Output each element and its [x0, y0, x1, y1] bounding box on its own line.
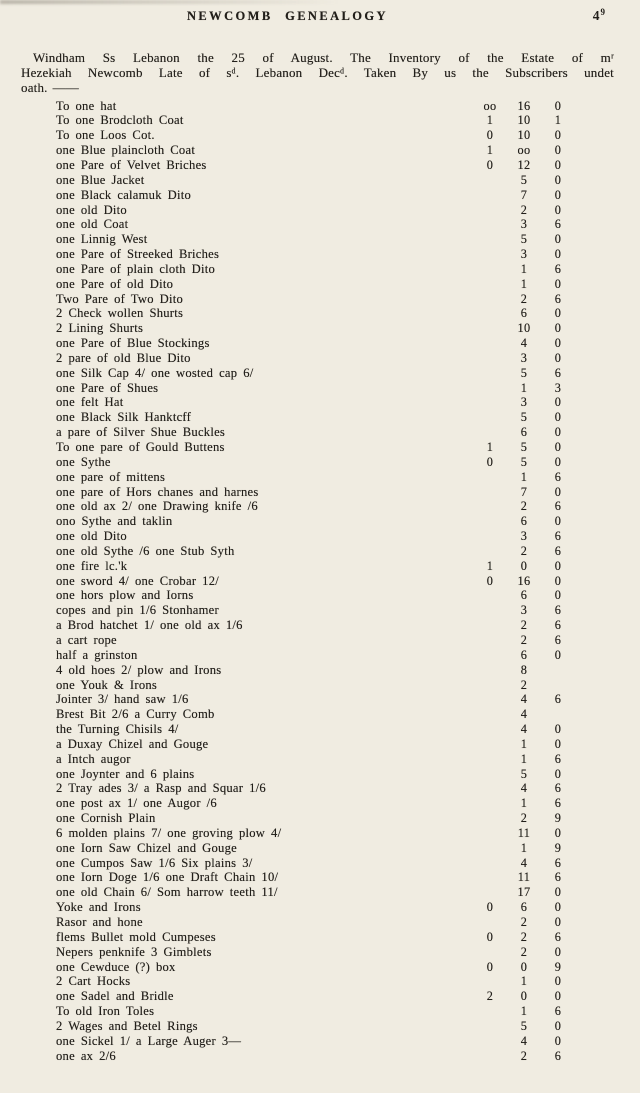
amount-pence: 0	[554, 395, 562, 410]
amount-shillings: 1	[520, 796, 528, 811]
amount-shillings: 2	[520, 202, 528, 217]
item-label: 6 molden plains 7/ one groving plow 4/	[56, 825, 282, 840]
amount-shillings: 17	[517, 885, 531, 900]
item-label: To one pare of Gould Buttens	[56, 440, 225, 455]
amount-pence: 0	[554, 558, 562, 573]
amount-pence: 0	[554, 247, 562, 262]
preamble-line: oath. ——	[21, 80, 79, 96]
inventory-row	[56, 336, 575, 351]
amount-shillings: 1	[520, 736, 528, 751]
inventory-row	[56, 722, 575, 737]
amount-shillings: oo	[517, 143, 531, 158]
amount-pence: 0	[554, 232, 562, 247]
amount-shillings: 2	[520, 929, 528, 944]
amount-shillings: 1	[520, 261, 528, 276]
amount-shillings: 0	[520, 989, 528, 1004]
item-label: one Sadel and Bridle	[56, 989, 174, 1004]
amount-shillings: 2	[520, 632, 528, 647]
item-label: one Pare of Blue Stockings	[56, 336, 210, 351]
item-label: one Iorn Doge 1/6 one Draft Chain 10/	[56, 870, 279, 885]
amount-pence: 6	[554, 291, 562, 306]
item-label: one ax 2/6	[56, 1048, 116, 1063]
amount-pence: 9	[554, 959, 562, 974]
inventory-row	[56, 574, 575, 589]
amount-shillings: 4	[520, 707, 528, 722]
item-label: one fire lc.'k	[56, 558, 128, 573]
amount-pence: 6	[554, 870, 562, 885]
inventory-row	[56, 499, 575, 514]
amount-pence: 6	[554, 1048, 562, 1063]
amount-shillings: 2	[520, 811, 528, 826]
amount-pence: 0	[554, 825, 562, 840]
amount-pence: 6	[554, 365, 562, 380]
item-label: one Silk Cap 4/ one wosted cap 6/	[56, 365, 254, 380]
amount-pounds: 1	[486, 113, 494, 128]
amount-pounds: 0	[486, 929, 494, 944]
inventory-row	[56, 974, 575, 989]
inventory-row	[56, 841, 575, 856]
amount-pence: 6	[554, 618, 562, 633]
amount-shillings: 7	[520, 484, 528, 499]
amount-shillings: 12	[517, 157, 531, 172]
item-label: a cart rope	[56, 632, 117, 647]
inventory-row	[56, 173, 575, 188]
inventory-row	[56, 366, 575, 381]
amount-shillings: 2	[520, 618, 528, 633]
amount-pence: 6	[554, 603, 562, 618]
item-label: one pare of mittens	[56, 469, 166, 484]
amount-shillings: 2	[520, 1048, 528, 1063]
amount-shillings: 16	[517, 573, 531, 588]
amount-pounds: 0	[486, 900, 494, 915]
amount-pence: 6	[554, 781, 562, 796]
inventory-row	[56, 663, 575, 678]
inventory-row	[56, 633, 575, 648]
inventory-row	[56, 455, 575, 470]
inventory-row	[56, 544, 575, 559]
item-label: Jointer 3/ hand saw 1/6	[56, 692, 189, 707]
item-label: 2 Tray ades 3/ a Rasp and Squar 1/6	[56, 781, 266, 796]
item-label: one Cewduce (?) box	[56, 959, 176, 974]
amount-pence: 6	[554, 261, 562, 276]
inventory-row	[56, 158, 575, 173]
item-label: one old Coat	[56, 217, 129, 232]
amount-pence: 0	[554, 306, 562, 321]
inventory-row	[56, 559, 575, 574]
amount-pence: 0	[554, 900, 562, 915]
amount-shillings: 5	[520, 766, 528, 781]
inventory-row	[56, 203, 575, 218]
amount-pence: 0	[554, 143, 562, 158]
amount-pence: 0	[554, 98, 562, 113]
amount-shillings: 6	[520, 900, 528, 915]
amount-pence: 0	[554, 321, 562, 336]
amount-pence: 0	[554, 647, 562, 662]
item-label: To one hat	[56, 98, 117, 113]
amount-shillings: 3	[520, 529, 528, 544]
inventory-row	[56, 1019, 575, 1034]
item-label: one Blue Jacket	[56, 172, 145, 187]
amount-shillings: 5	[520, 454, 528, 469]
item-label: 2 Lining Shurts	[56, 321, 144, 336]
item-label: one Blue plaincloth Coat	[56, 143, 196, 158]
inventory-row	[56, 678, 575, 693]
amount-pence: 0	[554, 944, 562, 959]
amount-shillings: 6	[520, 588, 528, 603]
inventory-row	[56, 321, 575, 336]
inventory-row	[56, 232, 575, 247]
amount-shillings: 5	[520, 172, 528, 187]
inventory-row	[56, 113, 575, 128]
amount-shillings: 4	[520, 781, 528, 796]
amount-pence: 0	[554, 514, 562, 529]
amount-pence: 6	[554, 751, 562, 766]
amount-pence: 6	[554, 692, 562, 707]
inventory-row	[56, 870, 575, 885]
inventory-row	[56, 247, 575, 262]
item-label: one Pare of Streeked Briches	[56, 247, 220, 262]
amount-pence: 0	[554, 573, 562, 588]
amount-pounds: 0	[486, 573, 494, 588]
inventory-row	[56, 900, 575, 915]
item-label: one Black calamuk Dito	[56, 187, 192, 202]
amount-shillings: 3	[520, 350, 528, 365]
item-label: one Pare of plain cloth Dito	[56, 261, 216, 276]
amount-shillings: 2	[520, 915, 528, 930]
inventory-row	[56, 707, 575, 722]
item-label: a Duxay Chizel and Gouge	[56, 736, 209, 751]
inventory-row	[56, 395, 575, 410]
amount-shillings: 2	[520, 944, 528, 959]
inventory-row	[56, 752, 575, 767]
item-label: one old Sythe /6 one Stub Syth	[56, 543, 235, 558]
inventory-row	[56, 306, 575, 321]
amount-shillings: 5	[520, 365, 528, 380]
amount-shillings: 6	[520, 647, 528, 662]
amount-pounds: 0	[486, 128, 494, 143]
inventory-row	[56, 1034, 575, 1049]
amount-shillings: 1	[520, 751, 528, 766]
amount-shillings: 10	[517, 128, 531, 143]
item-label: one Iorn Saw Chizel and Gouge	[56, 840, 237, 855]
inventory-row	[56, 425, 575, 440]
item-label: 2 pare of old Blue Dito	[56, 350, 191, 365]
item-label: one Pare of old Dito	[56, 276, 174, 291]
item-label: one old Dito	[56, 529, 127, 544]
inventory-row	[56, 529, 575, 544]
item-label: flems Bullet mold Cumpeses	[56, 929, 216, 944]
page-header	[0, 0, 640, 26]
amount-pence: 0	[554, 1018, 562, 1033]
inventory-row	[56, 618, 575, 633]
inventory-row	[56, 410, 575, 425]
inventory-preamble	[21, 50, 614, 96]
amount-shillings: 1	[520, 840, 528, 855]
amount-shillings: 6	[520, 306, 528, 321]
item-label: Yoke and Irons	[56, 900, 141, 915]
amount-pence: 0	[554, 336, 562, 351]
inventory-row	[56, 143, 575, 158]
amount-pence: 0	[554, 736, 562, 751]
amount-shillings: 1	[520, 1004, 528, 1019]
item-label: ono Sythe and taklin	[56, 514, 173, 529]
inventory-row	[56, 960, 575, 975]
amount-pence: 0	[554, 157, 562, 172]
amount-pence: 0	[554, 484, 562, 499]
amount-shillings: 6	[520, 425, 528, 440]
inventory-row	[56, 262, 575, 277]
amount-shillings: 5	[520, 1018, 528, 1033]
amount-pence: 0	[554, 454, 562, 469]
amount-shillings: 5	[520, 232, 528, 247]
amount-shillings: 3	[520, 217, 528, 232]
amount-pounds: 1	[486, 143, 494, 158]
amount-shillings: 10	[517, 321, 531, 336]
amount-pence: 0	[554, 766, 562, 781]
item-label: To one Brodcloth Coat	[56, 113, 184, 128]
amount-pence: 0	[554, 440, 562, 455]
inventory-row	[56, 99, 575, 114]
amount-pounds: 1	[486, 558, 494, 573]
inventory-row	[56, 826, 575, 841]
amount-pence: 0	[554, 974, 562, 989]
item-label: half a grinston	[56, 647, 138, 662]
item-label: one Youk & Irons	[56, 677, 158, 692]
inventory-row	[56, 188, 575, 203]
inventory-row	[56, 737, 575, 752]
amount-pence: 0	[554, 128, 562, 143]
amount-pence: 0	[554, 885, 562, 900]
amount-pence: 0	[554, 276, 562, 291]
amount-shillings: 8	[520, 662, 528, 677]
inventory-row	[56, 767, 575, 782]
item-label: To old Iron Toles	[56, 1004, 155, 1019]
amount-pence: 6	[554, 217, 562, 232]
inventory-row	[56, 485, 575, 500]
amount-pence: 0	[554, 425, 562, 440]
item-label: one Sythe	[56, 454, 111, 469]
inventory-row	[56, 514, 575, 529]
item-label: To one Loos Cot.	[56, 128, 155, 143]
item-label: one Sickel 1/ a Large Auger 3—	[56, 1033, 242, 1048]
item-label: one Linnig West	[56, 232, 148, 247]
amount-shillings: 4	[520, 336, 528, 351]
page-title: NEWCOMB GENEALOGY	[187, 9, 388, 23]
item-label: one Black Silk Hanktcff	[56, 410, 192, 425]
amount-pence: 0	[554, 1033, 562, 1048]
inventory-row	[56, 292, 575, 307]
inventory-list	[0, 99, 640, 1064]
amount-shillings: 5	[520, 410, 528, 425]
inventory-row	[56, 1049, 575, 1064]
amount-pence: 3	[554, 380, 562, 395]
amount-pence: 0	[554, 410, 562, 425]
amount-pence: 0	[554, 350, 562, 365]
item-label: one old ax 2/ one Drawing knife /6	[56, 499, 258, 514]
item-label: the Turning Chisils 4/	[56, 722, 179, 737]
inventory-row	[56, 1004, 575, 1019]
inventory-row	[56, 381, 575, 396]
page-number-superscript: 9	[600, 7, 606, 17]
amount-pence: 0	[554, 989, 562, 1004]
item-label: Two Pare of Two Dito	[56, 291, 184, 306]
amount-pounds: 2	[486, 989, 494, 1004]
amount-shillings: 2	[520, 291, 528, 306]
amount-shillings: 11	[517, 825, 531, 840]
amount-shillings: 3	[520, 395, 528, 410]
amount-pence: 6	[554, 1004, 562, 1019]
page-number-main: 4	[592, 8, 601, 23]
inventory-row	[56, 856, 575, 871]
inventory-row	[56, 885, 575, 900]
amount-pence: 6	[554, 855, 562, 870]
amount-pence: 9	[554, 811, 562, 826]
amount-pounds: 0	[486, 959, 494, 974]
inventory-row	[56, 470, 575, 485]
item-label: a Brod hatchet 1/ one old ax 1/6	[56, 618, 243, 633]
amount-shillings: 0	[520, 959, 528, 974]
amount-pounds: oo	[483, 98, 497, 113]
amount-pence: 0	[554, 202, 562, 217]
amount-shillings: 11	[517, 870, 531, 885]
item-label: Brest Bit 2/6 a Curry Comb	[56, 707, 215, 722]
amount-pence: 6	[554, 499, 562, 514]
item-label: one Cornish Plain	[56, 811, 156, 826]
inventory-row	[56, 217, 575, 232]
amount-pence: 6	[554, 469, 562, 484]
inventory-row	[56, 945, 575, 960]
item-label: one Pare of Shues	[56, 380, 159, 395]
amount-pence: 0	[554, 722, 562, 737]
item-label: one hors plow and Iorns	[56, 588, 194, 603]
item-label: copes and pin 1/6 Stonhamer	[56, 603, 219, 618]
item-label: 4 old hoes 2/ plow and Irons	[56, 662, 222, 677]
item-label: 2 Check wollen Shurts	[56, 306, 184, 321]
item-label: one pare of Hors chanes and harnes	[56, 484, 259, 499]
item-label: a Intch augor	[56, 751, 131, 766]
amount-shillings: 4	[520, 722, 528, 737]
item-label: 2 Wages and Betel Rings	[56, 1018, 198, 1033]
amount-shillings: 7	[520, 187, 528, 202]
amount-shillings: 3	[520, 603, 528, 618]
amount-shillings: 2	[520, 677, 528, 692]
inventory-row	[56, 648, 575, 663]
amount-pence: 6	[554, 543, 562, 558]
inventory-row	[56, 351, 575, 366]
amount-pounds: 0	[486, 454, 494, 469]
inventory-row	[56, 930, 575, 945]
amount-shillings: 16	[517, 98, 531, 113]
page-number	[593, 7, 606, 24]
inventory-row	[56, 277, 575, 292]
inventory-row	[56, 989, 575, 1004]
amount-pence: 0	[554, 187, 562, 202]
item-label: one old Dito	[56, 202, 127, 217]
item-label: one Pare of Velvet Briches	[56, 157, 207, 172]
preamble-line: Hezekiah Newcomb Late of sᵈ. Lebanon Decᵈ. Taken By us the Subscribers undet	[21, 65, 614, 81]
amount-pounds: 0	[486, 157, 494, 172]
inventory-row	[56, 915, 575, 930]
item-label: one Joynter and 6 plains	[56, 766, 195, 781]
amount-shillings: 4	[520, 855, 528, 870]
inventory-row	[56, 781, 575, 796]
amount-shillings: 4	[520, 692, 528, 707]
amount-pence: 0	[554, 172, 562, 187]
amount-shillings: 1	[520, 276, 528, 291]
amount-shillings: 10	[517, 113, 531, 128]
amount-pence: 6	[554, 529, 562, 544]
item-label: one Cumpos Saw 1/6 Six plains 3/	[56, 855, 253, 870]
amount-pence: 6	[554, 929, 562, 944]
amount-pence: 1	[554, 113, 562, 128]
amount-shillings: 5	[520, 440, 528, 455]
item-label: one old Chain 6/ Som harrow teeth 11/	[56, 885, 278, 900]
item-label: one sword 4/ one Crobar 12/	[56, 573, 220, 588]
amount-shillings: 1	[520, 380, 528, 395]
item-label: one post ax 1/ one Augor /6	[56, 796, 217, 811]
inventory-row	[56, 128, 575, 143]
amount-shillings: 2	[520, 543, 528, 558]
inventory-row	[56, 603, 575, 618]
inventory-row	[56, 796, 575, 811]
inventory-row	[56, 692, 575, 707]
item-label: one felt Hat	[56, 395, 124, 410]
amount-pence: 0	[554, 588, 562, 603]
amount-shillings: 3	[520, 247, 528, 262]
amount-shillings: 1	[520, 469, 528, 484]
item-label: Rasor and hone	[56, 915, 143, 930]
amount-shillings: 4	[520, 1033, 528, 1048]
amount-shillings: 1	[520, 974, 528, 989]
inventory-row	[56, 811, 575, 826]
amount-shillings: 6	[520, 514, 528, 529]
amount-pence: 6	[554, 796, 562, 811]
inventory-row	[56, 588, 575, 603]
amount-pounds: 1	[486, 440, 494, 455]
item-label: 2 Cart Hocks	[56, 974, 131, 989]
amount-pence: 0	[554, 915, 562, 930]
item-label: a pare of Silver Shue Buckles	[56, 425, 226, 440]
preamble-line: Windham Ss Lebanon the 25 of August. The Inventory of the Estate of mʳ	[33, 50, 614, 65]
inventory-row	[56, 440, 575, 455]
amount-shillings: 0	[520, 558, 528, 573]
amount-shillings: 2	[520, 499, 528, 514]
amount-pence: 6	[554, 632, 562, 647]
amount-pence: 9	[554, 840, 562, 855]
item-label: Nepers penknife 3 Gimblets	[56, 944, 212, 959]
